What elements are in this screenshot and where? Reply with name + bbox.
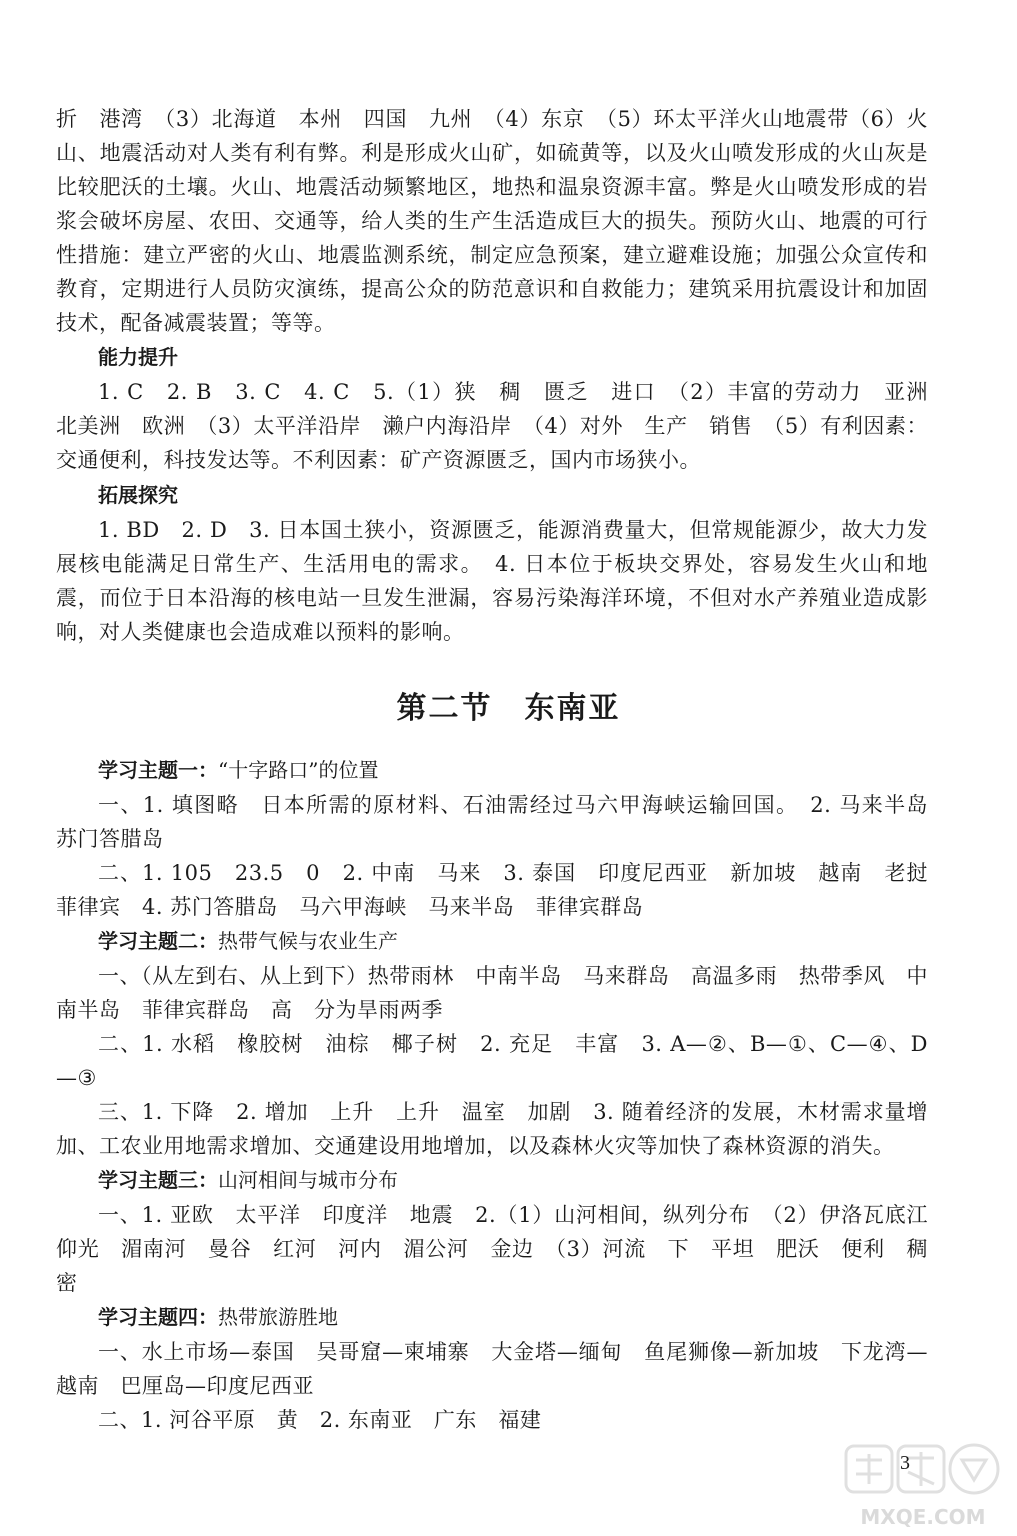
topic-4-part-2: 二、1. 河谷平原 黄 2. 东南亚 广东 福建 [98,1408,542,1432]
heading-ability-improvement: 能力提升 [98,345,178,369]
topic-1-part-1: 一、1. 填图略 日本所需的原材料、石油需经过马六甲海峡运输回国。 2. 马来半岛 苏门答腊岛 [56,793,950,851]
ability-answers-paragraph: 1. C 2. B 3. C 4. C 5.（1）狭 稠 匮乏 进口 （2）丰富的劳动力 亚洲 北美洲 欧洲 （3）太平洋沿岸 濑户内海沿岸 （4）对外 生产 销售 （5）有利因素：交通便利，科技发达等。不利因素：矿产资源匮乏，国内市场狭小。 [56,380,950,472]
topic-2-part-2: 二、1. 水稻 橡胶树 油棕 椰子树 2. 充足 丰富 3. A—②、B—①、C—④、D—③ [56,1032,928,1090]
topic-1-heading [98,753,378,787]
topic-2-part-1: 一、（从左到右、从上到下）热带雨林 中南半岛 马来群岛 高温多雨 热带季风 中南半岛 菲律宾群岛 高 分为旱雨两季 [56,964,928,1022]
topic-1-title: “十字路口”的位置 [218,758,379,782]
topic-3-part-1: 一、1. 亚欧 太平洋 印度洋 地震 2.（1）山河相间，纵列分布 （2）伊洛瓦底江 仰光 湄南河 曼谷 红河 河内 湄公河 金边 （3）河流 下 平坦 肥沃 便利 稠密 [56,1203,950,1295]
heading-extended-inquiry: 拓展探究 [98,483,178,507]
topic-4-part-1: 一、水上市场—泰国 吴哥窟—柬埔寨 大金塔—缅甸 鱼尾狮像—新加坡 下龙湾—越南 巴厘岛—印度尼西亚 [56,1340,928,1398]
page-number: 3 [900,1452,910,1474]
topic-2-label: 学习主题二： [98,929,218,953]
topic-3-label: 学习主题三： [98,1168,218,1192]
section-title: 第二节 东南亚 [396,691,621,726]
watermark-site-text: MXQE.COM [860,1505,986,1529]
topic-1-part-2: 二、1. 105 23.5 0 2. 中南 马来 3. 泰国 印度尼西亚 新加坡 越南 老挝 菲律宾 4. 苏门答腊岛 马六甲海峡 马来半岛 菲律宾群岛 [56,861,950,919]
topic-2-part-3: 三、1. 下降 2. 增加 上升 上升 温室 加剧 3. 随着经济的发展，木材需求量增加、工农业用地需求增加、交通建设用地增加，以及森林火灾等加快了森林资源的消失。 [56,1100,928,1158]
topic-3-heading [98,1163,398,1197]
topic-2-heading [98,924,398,958]
topic-4-heading [98,1300,338,1334]
topic-3-title: 山河相间与城市分布 [218,1168,398,1192]
topic-2-title: 热带气候与农业生产 [218,929,398,953]
topic-4-title: 热带旅游胜地 [218,1305,338,1329]
continuation-paragraph: 折 港湾 （3）北海道 本州 四国 九州 （4）东京 （5）环太平洋火山地震带（6）火山、地震活动对人类有利有弊。利是形成火山矿，如硫黄等，以及火山喷发形成的火山灰是比较肥沃的土壤。火山、地震活动频繁地区，地热和温泉资源丰富。弊是火山喷发形成的岩浆会破坏房屋、农田、交通等，给人类的生产生活造成巨大的损失。预防火山、地震的可行性措施：建立严密的火山、地震监测系统，制定应急预案，建立避难设施；加强公众宣传和教育，定期进行人员防灾演练，提高公众的防范意识和自救能力；建筑采用抗震设计和加固技术，配备减震装置；等等。 [56,107,928,335]
watermark-logo [838,1440,1008,1532]
topic-4-label: 学习主题四： [98,1305,218,1329]
inquiry-answers-paragraph: 1. BD 2. D 3. 日本国土狭小，资源匮乏，能源消费量大，但常规能源少，故大力发展核电能满足日常生产、生活用电的需求。 4. 日本位于板块交界处，容易发生火山和地震，而位于日本沿海的核电站一旦发生泄漏，容易污染海洋环境，不但对水产养殖业造成影响，对人类健康也会造成难以预料的影响。 [56,518,928,644]
topic-1-label: 学习主题一： [98,758,218,782]
